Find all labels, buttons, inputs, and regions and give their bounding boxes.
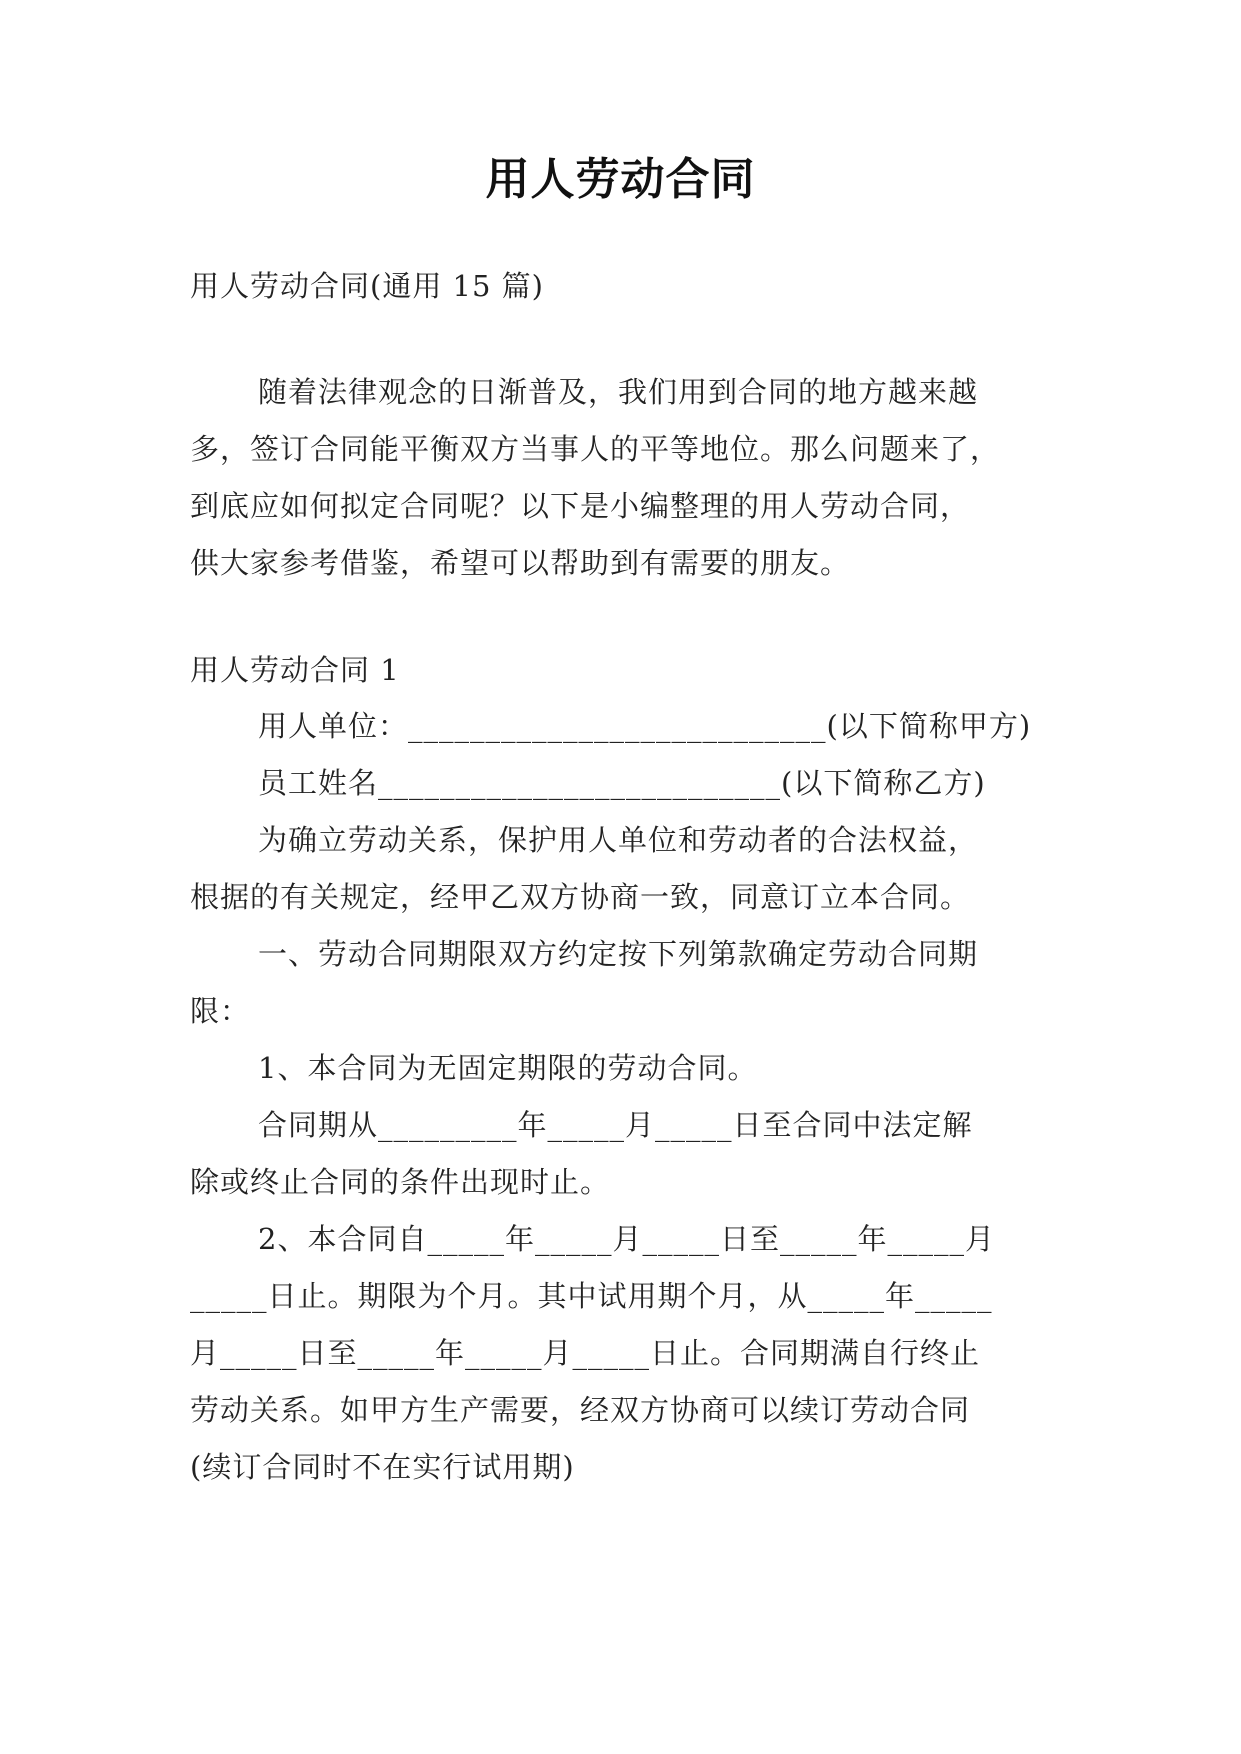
body-line-clause-2-1: 2、本合同自_____年_____月_____日至_____年_____月 <box>258 1222 995 1256</box>
body-line-clause-2-5: (续订合同时不在实行试用期) <box>190 1450 575 1484</box>
section-heading: 用人劳动合同 1 <box>190 653 400 687</box>
document-subtitle: 用人劳动合同(通用 15 篇) <box>190 269 544 303</box>
body-line-term-heading-1: 一、劳动合同期限双方约定按下列第款确定劳动合同期 <box>258 937 979 971</box>
body-line-term-heading-2: 限： <box>190 994 251 1028</box>
body-line-employee: 员工姓名__________________________(以下简称乙方) <box>258 766 986 800</box>
document-title: 用人劳动合同 <box>485 154 756 205</box>
body-line-purpose-2: 根据的有关规定，经甲乙双方协商一致，同意订立本合同。 <box>190 880 971 914</box>
intro-line-2: 多，签订合同能平衡双方当事人的平等地位。那么问题来了， <box>190 432 1001 466</box>
body-line-clause-1: 1、本合同为无固定期限的劳动合同。 <box>258 1051 758 1085</box>
body-line-clause-2-4: 劳动关系。如甲方生产需要，经双方协商可以续订劳动合同 <box>190 1393 971 1427</box>
body-line-employer: 用人单位：___________________________(以下简称甲方) <box>258 709 1032 743</box>
body-line-purpose-1: 为确立劳动关系，保护用人单位和劳动者的合法权益， <box>258 823 979 857</box>
body-line-period-2: 除或终止合同的条件出现时止。 <box>190 1165 611 1199</box>
intro-line-1: 随着法律观念的日渐普及，我们用到合同的地方越来越 <box>258 375 979 409</box>
body-line-period-1: 合同期从_________年_____月_____日至合同中法定解 <box>258 1108 973 1142</box>
intro-line-4: 供大家参考借鉴，希望可以帮助到有需要的朋友。 <box>190 546 851 580</box>
body-line-clause-2-2: _____日止。期限为个月。其中试用期个月，从_____年_____ <box>190 1279 993 1313</box>
intro-line-3: 到底应如何拟定合同呢？以下是小编整理的用人劳动合同， <box>190 489 971 523</box>
body-line-clause-2-3: 月_____日至_____年_____月_____日止。合同期满自行终止 <box>190 1336 981 1370</box>
